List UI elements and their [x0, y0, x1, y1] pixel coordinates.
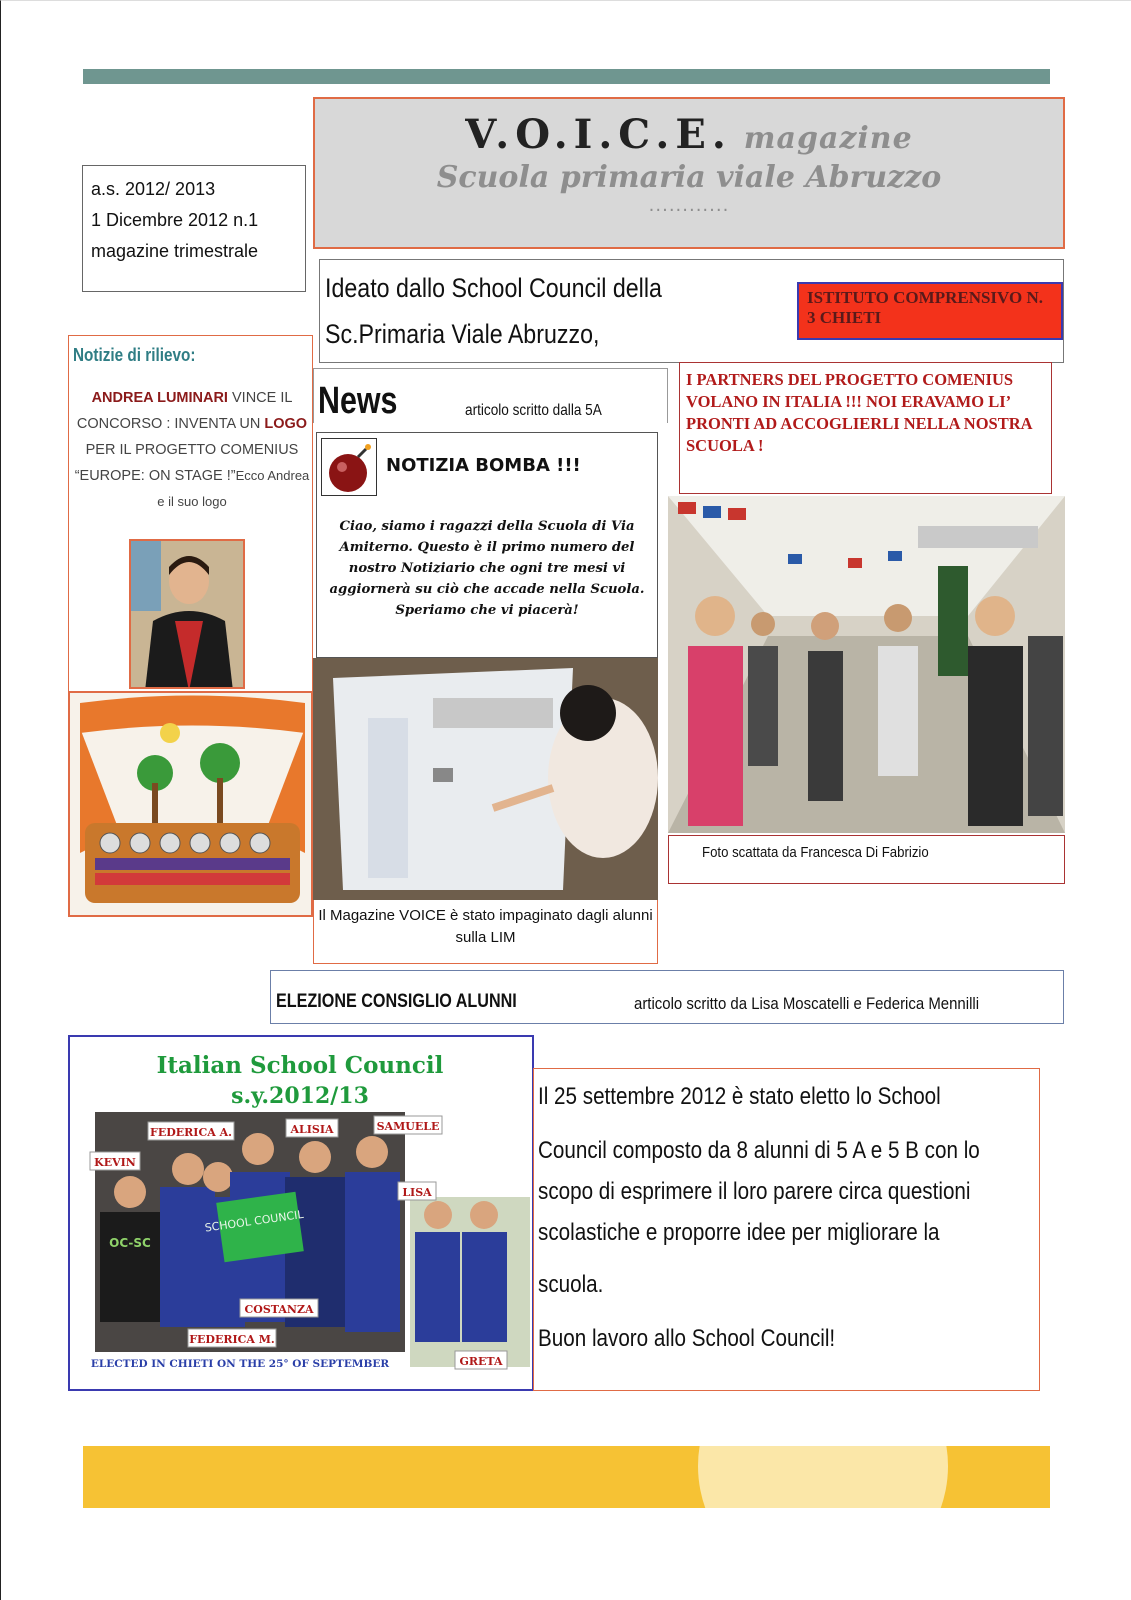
issue-date: 1 Dicembre 2012 n.1: [91, 210, 259, 230]
lim-photo: [313, 658, 658, 900]
notizie-logo-word: LOGO: [264, 416, 308, 432]
news-title: News: [318, 380, 398, 422]
masthead-title-suffix: magazine: [743, 121, 913, 156]
elezione-byline: articolo scritto da Lisa Moscatelli e Federica Mennilli: [634, 994, 980, 1013]
lim-caption: Il Magazine VOICE è stato impaginato dagli alunni sulla LIM: [318, 907, 653, 946]
poster-name-kevin: KEVIN: [94, 1156, 136, 1169]
ideato-line1: Ideato dallo School Council della: [325, 273, 662, 303]
article-line2: Council composto da 8 alunni di 5 A e 5 B con lo: [538, 1137, 980, 1164]
ideato-text: [325, 265, 703, 357]
istituto-label: ISTITUTO COMPRENSIVO N. 3 CHIETI: [797, 282, 1063, 340]
poster-name-lisa: LISA: [402, 1186, 432, 1199]
poster-title: Italian School Council: [156, 1052, 444, 1079]
andrea-photo: [129, 539, 245, 689]
comenius-logo-drawing: [68, 691, 313, 917]
article-line4: scolastiche e proporre idee per migliorare la: [538, 1219, 940, 1246]
top-bar: [83, 69, 1050, 84]
notizie-text: [72, 385, 312, 515]
poster-name-federica-m: FEDERICA M.: [189, 1333, 275, 1346]
article-line5: scuola.: [538, 1271, 604, 1298]
poster-name-federica-a: FEDERICA A.: [150, 1126, 232, 1139]
partners-hall-photo: [668, 496, 1065, 833]
article-line1: Il 25 settembre 2012 è stato eletto lo School: [538, 1083, 941, 1110]
article-line6: Buon lavoro allo School Council!: [538, 1325, 836, 1352]
poster-shirt-text: OC-SC: [109, 1236, 151, 1250]
bomb-icon: [321, 438, 377, 496]
notizia-bomba-text: Ciao, siamo i ragazzi della Scuola di Via Amiterno. Questo è il primo numero del nostro Notiziario che ogni tre mesi vi aggiornerà su ciò che accade nella Scuola. Speriamo che vi piacerà!: [329, 519, 645, 618]
poster-name-greta: GRETA: [459, 1355, 503, 1368]
masthead-subtitle: Scuola primaria viale Abruzzo: [436, 160, 942, 195]
poster-name-samuele: SAMUELE: [376, 1120, 440, 1133]
poster-footer: ELECTED IN CHIETI ON THE 25° OF SEPTEMBER: [90, 1358, 390, 1370]
article-line3: scopo di esprimere il loro parere circa questioni: [538, 1178, 971, 1205]
masthead-title: [315, 111, 1063, 158]
masthead-title-text: V.O.I.C.E.: [465, 111, 732, 158]
news-byline: articolo scritto dalla 5A: [465, 402, 602, 419]
masthead: [313, 97, 1065, 249]
bottom-bar: [83, 1446, 1050, 1508]
notizie-text3: Ecco Andrea e il suo logo: [157, 468, 310, 509]
notizie-text1: VINCE IL CONCORSO : INVENTA UN: [76, 390, 293, 432]
notizie-text2: PER IL PROGETTO COMENIUS “EUROPE: ON STAGE !”: [74, 442, 299, 484]
elezione-title: ELEZIONE CONSIGLIO ALUNNI: [276, 991, 517, 1012]
hall-caption: Foto scattata da Francesca Di Fabrizio: [702, 844, 929, 861]
partners-headline: I PARTNERS DEL PROGETTO COMENIUS VOLANO IN ITALIA !!! NOI ERAVAMO LI’ PRONTI AD ACCOGLIERLI NELLA NOSTRA SCUOLA !: [679, 362, 1052, 494]
poster-name-alisia: ALISIA: [290, 1123, 334, 1136]
poster-name-costanza: COSTANZA: [244, 1303, 314, 1316]
ideato-line2: Sc.Primaria Viale Abruzzo,: [325, 319, 600, 349]
issue-info: [82, 165, 306, 292]
poster-year: s.y.2012/13: [231, 1083, 369, 1109]
issue-frequency: magazine trimestrale: [91, 241, 259, 261]
masthead-dots: ............: [648, 195, 730, 216]
notizie-name: ANDREA LUMINARI: [91, 390, 228, 406]
poster-sign-text: SCHOOL COUNCIL: [203, 1207, 305, 1235]
issue-year: a.s. 2012/ 2013: [91, 179, 216, 199]
school-council-poster: [68, 1035, 534, 1391]
notizia-bomba-title: NOTIZIA BOMBA !!!: [386, 455, 581, 476]
notizie-title: Notizie di rilievo:: [73, 345, 196, 365]
